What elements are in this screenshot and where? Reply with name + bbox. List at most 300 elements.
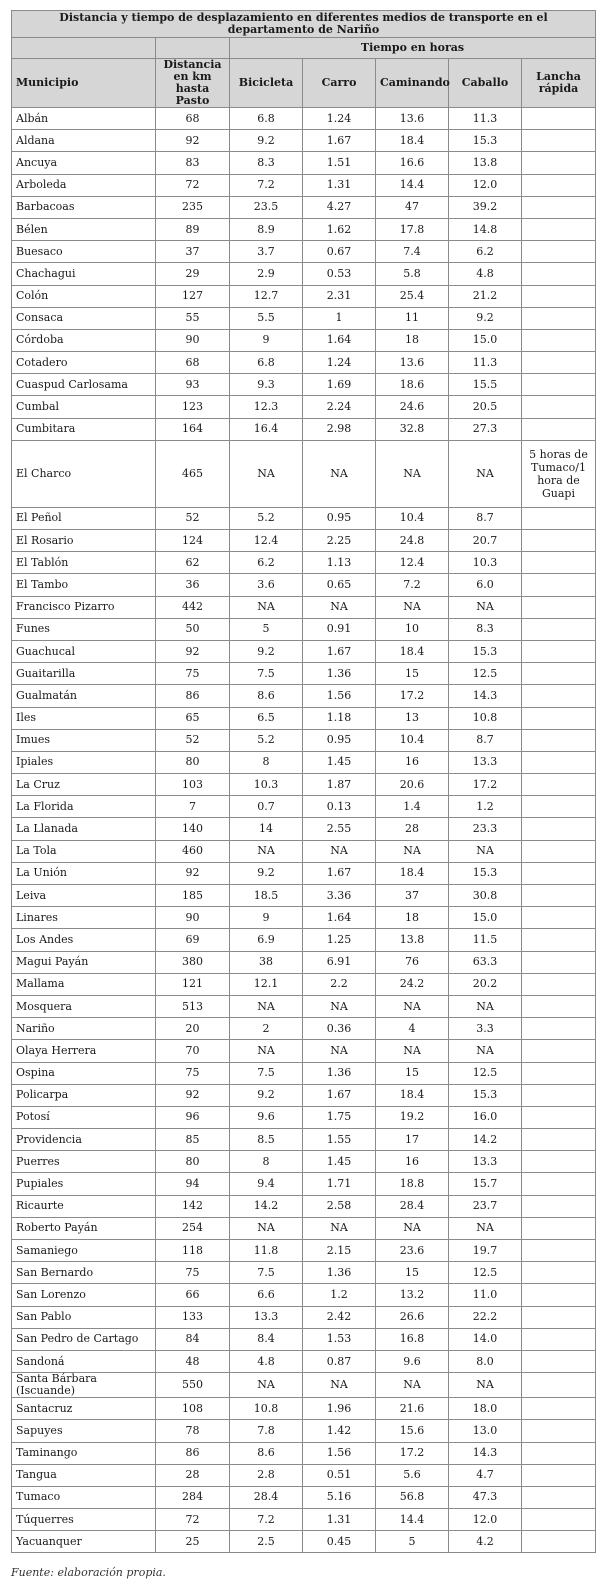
cell-caballo: 6.0 [449, 574, 522, 596]
cell-caballo: 11.0 [449, 1284, 522, 1306]
cell-caballo: 30.8 [449, 885, 522, 907]
cell-distancia: 121 [156, 973, 230, 995]
cell-carro: NA [303, 440, 376, 507]
cell-caballo: 17.2 [449, 774, 522, 796]
cell-lancha [522, 929, 596, 951]
table-row [12, 507, 596, 529]
cell-carro: 2.25 [303, 530, 376, 552]
cell-distancia: 185 [156, 885, 230, 907]
cell-distancia: 55 [156, 307, 230, 329]
table-row [12, 440, 596, 507]
cell-municipio: Córdoba [12, 329, 156, 351]
cell-bicicleta: 13.3 [230, 1306, 303, 1328]
cell-caminando: 12.4 [376, 552, 449, 574]
table-row [12, 1195, 596, 1217]
cell-carro: 1.67 [303, 640, 376, 662]
cell-lancha [522, 1018, 596, 1040]
cell-municipio: Tangua [12, 1464, 156, 1486]
cell-lancha [522, 707, 596, 729]
cell-municipio: Guachucal [12, 640, 156, 662]
cell-lancha [522, 1262, 596, 1284]
cell-bicicleta: 16.4 [230, 418, 303, 440]
cell-distancia: 29 [156, 263, 230, 285]
cell-distancia: 36 [156, 574, 230, 596]
table-row [12, 1398, 596, 1420]
cell-lancha [522, 108, 596, 130]
cell-distancia: 52 [156, 729, 230, 751]
cell-municipio: Ipiales [12, 751, 156, 773]
cell-distancia: 442 [156, 596, 230, 618]
table-row [12, 1420, 596, 1442]
cell-caminando: 18.4 [376, 130, 449, 152]
cell-lancha [522, 818, 596, 840]
cell-lancha [522, 374, 596, 396]
cell-distancia: 52 [156, 507, 230, 529]
cell-lancha [522, 1084, 596, 1106]
cell-lancha [522, 1350, 596, 1372]
cell-bicicleta: 9.2 [230, 130, 303, 152]
cell-caballo: 15.3 [449, 1084, 522, 1106]
cell-caballo: 12.5 [449, 1262, 522, 1284]
table-row [12, 1062, 596, 1084]
cell-bicicleta: 6.2 [230, 552, 303, 574]
cell-municipio: Arboleda [12, 174, 156, 196]
cell-lancha [522, 1217, 596, 1239]
group-header-time: Tiempo en horas [230, 38, 596, 59]
cell-caballo: 4.8 [449, 263, 522, 285]
cell-bicicleta: 9.2 [230, 640, 303, 662]
cell-caballo: 21.2 [449, 285, 522, 307]
cell-carro: 2.15 [303, 1240, 376, 1262]
cell-caminando: 18.4 [376, 640, 449, 662]
cell-caminando: 15 [376, 1062, 449, 1084]
cell-distancia: 127 [156, 285, 230, 307]
cell-lancha [522, 907, 596, 929]
cell-bicicleta: 12.1 [230, 973, 303, 995]
table-row [12, 1173, 596, 1195]
cell-carro: 0.67 [303, 241, 376, 263]
cell-lancha [522, 130, 596, 152]
cell-caminando: 15 [376, 663, 449, 685]
cell-distancia: 62 [156, 552, 230, 574]
table-row [12, 1306, 596, 1328]
cell-caballo: 13.8 [449, 152, 522, 174]
cell-bicicleta: 5.5 [230, 307, 303, 329]
cell-caminando: 7.4 [376, 241, 449, 263]
table-row [12, 995, 596, 1017]
cell-carro: 1.67 [303, 130, 376, 152]
table-row [12, 174, 596, 196]
cell-bicicleta: 12.3 [230, 396, 303, 418]
cell-municipio: Aldana [12, 130, 156, 152]
cell-caminando: NA [376, 995, 449, 1017]
table-row [12, 108, 596, 130]
cell-caballo: 12.5 [449, 663, 522, 685]
cell-caminando: NA [376, 1040, 449, 1062]
cell-carro: 2.24 [303, 396, 376, 418]
cell-bicicleta: NA [230, 1217, 303, 1239]
cell-bicicleta: 9 [230, 329, 303, 351]
cell-lancha [522, 885, 596, 907]
cell-caminando: 16.6 [376, 152, 449, 174]
cell-caballo: 8.7 [449, 507, 522, 529]
cell-distancia: 465 [156, 440, 230, 507]
cell-bicicleta: 5.2 [230, 729, 303, 751]
table-row [12, 1509, 596, 1531]
cell-carro: 1.51 [303, 152, 376, 174]
col-header-carro: Carro [303, 59, 376, 108]
cell-bicicleta: 9.6 [230, 1106, 303, 1128]
cell-municipio: La Unión [12, 862, 156, 884]
cell-caminando: 76 [376, 951, 449, 973]
cell-caballo: 11.3 [449, 352, 522, 374]
cell-lancha [522, 418, 596, 440]
cell-caminando: 1.4 [376, 796, 449, 818]
cell-caballo: 4.2 [449, 1531, 522, 1553]
cell-caminando: 13.6 [376, 352, 449, 374]
cell-distancia: 75 [156, 1062, 230, 1084]
cell-caminando: 25.4 [376, 285, 449, 307]
table-row [12, 1486, 596, 1508]
cell-caballo: 10.3 [449, 552, 522, 574]
cell-carro: 2.42 [303, 1306, 376, 1328]
cell-carro: NA [303, 1373, 376, 1398]
table-body [12, 108, 596, 1553]
cell-bicicleta: 3.7 [230, 241, 303, 263]
table-row [12, 130, 596, 152]
cell-caminando: 28.4 [376, 1195, 449, 1217]
cell-municipio: La Florida [12, 796, 156, 818]
table-row [12, 1040, 596, 1062]
cell-bicicleta: 9.2 [230, 1084, 303, 1106]
cell-carro: 1.87 [303, 774, 376, 796]
cell-carro: 1.25 [303, 929, 376, 951]
cell-carro: 1.62 [303, 218, 376, 240]
cell-caballo: 12.0 [449, 1509, 522, 1531]
cell-municipio: Funes [12, 618, 156, 640]
cell-caminando: 23.6 [376, 1240, 449, 1262]
cell-distancia: 108 [156, 1398, 230, 1420]
cell-bicicleta: 7.5 [230, 1262, 303, 1284]
cell-municipio: San Pablo [12, 1306, 156, 1328]
cell-distancia: 123 [156, 396, 230, 418]
cell-bicicleta: 5 [230, 618, 303, 640]
cell-carro: 1 [303, 307, 376, 329]
cell-municipio: Tumaco [12, 1486, 156, 1508]
cell-caballo: 39.2 [449, 196, 522, 218]
table-row [12, 907, 596, 929]
table-row [12, 152, 596, 174]
cell-bicicleta: NA [230, 1040, 303, 1062]
table-row [12, 1240, 596, 1262]
cell-lancha [522, 1486, 596, 1508]
cell-carro: 1.56 [303, 685, 376, 707]
cell-carro: 1.24 [303, 352, 376, 374]
table-row [12, 596, 596, 618]
cell-bicicleta: 8.5 [230, 1129, 303, 1151]
cell-bicicleta: 6.9 [230, 929, 303, 951]
cell-caballo: 11.5 [449, 929, 522, 951]
cell-municipio: Leiva [12, 885, 156, 907]
table-row [12, 1373, 596, 1398]
cell-caminando: 21.6 [376, 1398, 449, 1420]
cell-carro: 0.91 [303, 618, 376, 640]
table-row [12, 1350, 596, 1372]
table-row [12, 285, 596, 307]
cell-caballo: 14.8 [449, 218, 522, 240]
cell-caballo: 22.2 [449, 1306, 522, 1328]
cell-caballo: NA [449, 596, 522, 618]
cell-caballo: 15.5 [449, 374, 522, 396]
cell-municipio: Santacruz [12, 1398, 156, 1420]
cell-lancha [522, 1173, 596, 1195]
cell-municipio: Puerres [12, 1151, 156, 1173]
cell-caballo: 14.2 [449, 1129, 522, 1151]
table-row [12, 1129, 596, 1151]
cell-carro: 0.13 [303, 796, 376, 818]
cell-distancia: 118 [156, 1240, 230, 1262]
table-row [12, 929, 596, 951]
cell-caminando: 24.8 [376, 530, 449, 552]
cell-municipio: La Cruz [12, 774, 156, 796]
cell-caballo: 15.0 [449, 907, 522, 929]
table-row [12, 951, 596, 973]
cell-lancha [522, 1240, 596, 1262]
cell-lancha [522, 1151, 596, 1173]
table-row [12, 1151, 596, 1173]
cell-carro: 1.64 [303, 907, 376, 929]
cell-bicicleta: NA [230, 1373, 303, 1398]
cell-lancha: 5 horas de Tumaco/1 hora de Guapi [522, 440, 596, 507]
cell-distancia: 7 [156, 796, 230, 818]
cell-distancia: 75 [156, 1262, 230, 1284]
cell-municipio: Francisco Pizarro [12, 596, 156, 618]
cell-caballo: NA [449, 1040, 522, 1062]
cell-distancia: 68 [156, 352, 230, 374]
cell-caballo: 13.0 [449, 1420, 522, 1442]
cell-bicicleta: 2.8 [230, 1464, 303, 1486]
cell-distancia: 90 [156, 907, 230, 929]
cell-lancha [522, 152, 596, 174]
cell-carro: 5.16 [303, 1486, 376, 1508]
cell-municipio: Ospina [12, 1062, 156, 1084]
cell-caballo: 19.7 [449, 1240, 522, 1262]
cell-lancha [522, 663, 596, 685]
cell-lancha [522, 1373, 596, 1398]
cell-municipio: Bélen [12, 218, 156, 240]
table-row [12, 1284, 596, 1306]
cell-caballo: 15.3 [449, 862, 522, 884]
cell-distancia: 65 [156, 707, 230, 729]
cell-carro: 0.53 [303, 263, 376, 285]
cell-carro: 1.36 [303, 663, 376, 685]
cell-distancia: 550 [156, 1373, 230, 1398]
cell-caminando: 18.8 [376, 1173, 449, 1195]
cell-municipio: Providencia [12, 1129, 156, 1151]
table-row [12, 263, 596, 285]
cell-distancia: 92 [156, 862, 230, 884]
cell-caballo: 63.3 [449, 951, 522, 973]
cell-carro: NA [303, 840, 376, 862]
cell-bicicleta: 8 [230, 751, 303, 773]
cell-lancha [522, 1195, 596, 1217]
table-row [12, 1442, 596, 1464]
cell-lancha [522, 729, 596, 751]
cell-distancia: 142 [156, 1195, 230, 1217]
cell-caminando: 11 [376, 307, 449, 329]
cell-distancia: 96 [156, 1106, 230, 1128]
cell-lancha [522, 618, 596, 640]
cell-lancha [522, 640, 596, 662]
cell-distancia: 69 [156, 929, 230, 951]
cell-lancha [522, 774, 596, 796]
table-row [12, 241, 596, 263]
cell-carro: 1.24 [303, 108, 376, 130]
cell-caminando: NA [376, 840, 449, 862]
cell-caminando: 47 [376, 196, 449, 218]
cell-bicicleta: 9 [230, 907, 303, 929]
cell-caminando: 5.6 [376, 1464, 449, 1486]
cell-distancia: 133 [156, 1306, 230, 1328]
cell-lancha [522, 685, 596, 707]
table-row [12, 640, 596, 662]
cell-municipio: Ricaurte [12, 1195, 156, 1217]
cell-bicicleta: 7.2 [230, 174, 303, 196]
table-row [12, 218, 596, 240]
table-row [12, 574, 596, 596]
cell-carro: 1.67 [303, 862, 376, 884]
table-row [12, 818, 596, 840]
footnote: Fuente: elaboración propia. [11, 1566, 166, 1579]
cell-lancha [522, 552, 596, 574]
table-row [12, 1106, 596, 1128]
cell-municipio: Consaca [12, 307, 156, 329]
cell-municipio: San Lorenzo [12, 1284, 156, 1306]
cell-carro: 2.2 [303, 973, 376, 995]
cell-bicicleta: NA [230, 840, 303, 862]
cell-carro: 1.13 [303, 552, 376, 574]
cell-distancia: 93 [156, 374, 230, 396]
cell-municipio: Cumbal [12, 396, 156, 418]
cell-caminando: NA [376, 596, 449, 618]
cell-caballo: NA [449, 1217, 522, 1239]
cell-lancha [522, 1106, 596, 1128]
cell-bicicleta: 8.4 [230, 1328, 303, 1350]
cell-distancia: 513 [156, 995, 230, 1017]
cell-lancha [522, 1442, 596, 1464]
cell-carro: 3.36 [303, 885, 376, 907]
cell-carro: 1.75 [303, 1106, 376, 1128]
cell-distancia: 78 [156, 1420, 230, 1442]
cell-bicicleta: 7.2 [230, 1509, 303, 1531]
cell-carro: 0.95 [303, 507, 376, 529]
cell-caminando: 5 [376, 1531, 449, 1553]
transport-table [11, 10, 596, 1553]
cell-bicicleta: 9.2 [230, 862, 303, 884]
cell-carro: 1.36 [303, 1262, 376, 1284]
cell-caminando: 18 [376, 329, 449, 351]
cell-municipio: Mallama [12, 973, 156, 995]
cell-caminando: 17.2 [376, 685, 449, 707]
cell-distancia: 89 [156, 218, 230, 240]
cell-caballo: 14.0 [449, 1328, 522, 1350]
cell-municipio: Ancuya [12, 152, 156, 174]
cell-bicicleta: 0.7 [230, 796, 303, 818]
cell-municipio: Gualmatán [12, 685, 156, 707]
cell-carro: 2.31 [303, 285, 376, 307]
cell-carro: 1.71 [303, 1173, 376, 1195]
cell-distancia: 92 [156, 640, 230, 662]
cell-carro: 6.91 [303, 951, 376, 973]
cell-caminando: 16.8 [376, 1328, 449, 1350]
cell-lancha [522, 1509, 596, 1531]
table-row [12, 1217, 596, 1239]
cell-distancia: 460 [156, 840, 230, 862]
cell-caballo: 3.3 [449, 1018, 522, 1040]
cell-bicicleta: 8.6 [230, 1442, 303, 1464]
cell-carro: 1.55 [303, 1129, 376, 1151]
cell-caminando: 16 [376, 751, 449, 773]
group-header-empty [12, 38, 156, 59]
cell-caballo: 12.0 [449, 174, 522, 196]
cell-municipio: Buesaco [12, 241, 156, 263]
table-row [12, 352, 596, 374]
cell-bicicleta: 2 [230, 1018, 303, 1040]
cell-lancha [522, 1306, 596, 1328]
cell-municipio: El Rosario [12, 530, 156, 552]
cell-bicicleta: 9.3 [230, 374, 303, 396]
cell-distancia: 70 [156, 1040, 230, 1062]
cell-bicicleta: 6.8 [230, 352, 303, 374]
cell-municipio: Barbacoas [12, 196, 156, 218]
cell-lancha [522, 1531, 596, 1553]
cell-carro: NA [303, 1217, 376, 1239]
cell-distancia: 124 [156, 530, 230, 552]
cell-lancha [522, 307, 596, 329]
cell-municipio: Colón [12, 285, 156, 307]
cell-caballo: 16.0 [449, 1106, 522, 1128]
cell-carro: NA [303, 995, 376, 1017]
table-row [12, 973, 596, 995]
cell-carro: 1.53 [303, 1328, 376, 1350]
cell-caballo: 47.3 [449, 1486, 522, 1508]
table-row [12, 885, 596, 907]
cell-caminando: 26.6 [376, 1306, 449, 1328]
cell-caminando: 16 [376, 1151, 449, 1173]
cell-caminando: 18.6 [376, 374, 449, 396]
cell-bicicleta: 2.9 [230, 263, 303, 285]
cell-caballo: NA [449, 995, 522, 1017]
cell-municipio: San Bernardo [12, 1262, 156, 1284]
cell-carro: 1.2 [303, 1284, 376, 1306]
cell-caminando: 17 [376, 1129, 449, 1151]
cell-lancha [522, 174, 596, 196]
cell-caminando: 24.6 [376, 396, 449, 418]
cell-caminando: 5.8 [376, 263, 449, 285]
cell-distancia: 380 [156, 951, 230, 973]
table-row [12, 663, 596, 685]
cell-carro: 1.42 [303, 1420, 376, 1442]
col-header-bicicleta: Bicicleta [230, 59, 303, 108]
cell-distancia: 94 [156, 1173, 230, 1195]
cell-carro: 1.45 [303, 1151, 376, 1173]
cell-distancia: 72 [156, 1509, 230, 1531]
cell-bicicleta: 7.8 [230, 1420, 303, 1442]
table-row [12, 1018, 596, 1040]
cell-caballo: 8.0 [449, 1350, 522, 1372]
col-header-caballo: Caballo [449, 59, 522, 108]
cell-caballo: NA [449, 840, 522, 862]
